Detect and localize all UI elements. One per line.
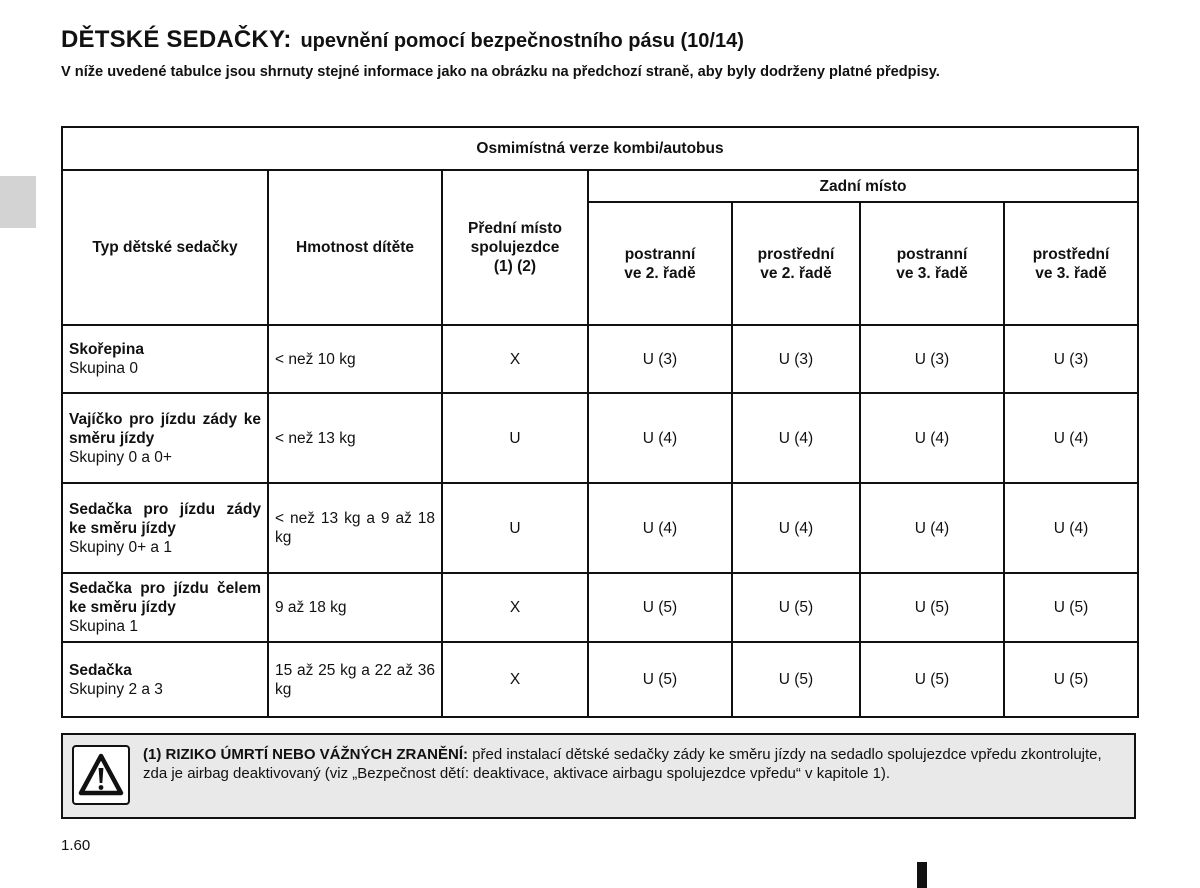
rear-seat-cell: U (4): [1004, 393, 1138, 483]
header-rear-middle-row3: [1004, 202, 1138, 325]
warning-body: před instalací dětské sedačky zády ke směru jízdy na sedadlo spolujezdce vpředu zkontrolujte, zda je airbag deaktivovaný (viz „Bezpečnost dětí: deaktivace, aktivace airbagu spolujezdce vpředu“ v kapitole 1).: [143, 746, 1102, 782]
rear-seat-cell: U (4): [732, 393, 860, 483]
rear-seat-cell: U (5): [588, 642, 732, 717]
header-child-weight: Hmotnost dítěte: [268, 170, 442, 325]
warning-text: [143, 745, 1128, 783]
seat-type-name: Sedačka: [69, 661, 132, 679]
header-rear-middle-row2: [732, 202, 860, 325]
header-line: prostřední: [757, 245, 835, 263]
header-line: postranní: [624, 245, 696, 263]
seat-type-cell: [62, 325, 268, 393]
child-seat-table: [61, 126, 1139, 718]
header-front-seat: [442, 170, 588, 325]
seat-type-group: Skupiny 0 a 0+: [69, 448, 172, 466]
front-seat-cell: U: [442, 393, 588, 483]
seat-type-cell: [62, 573, 268, 642]
rear-seat-cell: U (4): [1004, 483, 1138, 573]
weight-cell: 9 až 18 kg: [268, 573, 442, 642]
weight-cell: < než 13 kg a 9 až 18 kg: [268, 483, 442, 573]
rear-seat-cell: U (5): [860, 573, 1004, 642]
title-subtitle: upevnění pomocí bezpečnostního pásu (10/14): [300, 30, 744, 52]
header-rear-seat: Zadní místo: [588, 170, 1138, 202]
front-seat-cell: U: [442, 483, 588, 573]
rear-seat-cell: U (4): [732, 483, 860, 573]
header-line: ve 3. řadě: [896, 264, 968, 282]
weight-cell: < než 10 kg: [268, 325, 442, 393]
front-seat-cell: X: [442, 642, 588, 717]
header-seat-type: Typ dětské sedačky: [62, 170, 268, 325]
table-row: [62, 483, 1138, 573]
front-seat-cell: X: [442, 573, 588, 642]
seat-type-name: Vajíčko pro jízdu zády ke směru jízdy: [69, 410, 261, 447]
rear-seat-cell: U (5): [732, 573, 860, 642]
header-line: ve 2. řadě: [760, 264, 832, 282]
seat-type-name: Sedačka pro jízdu čelem ke směru jízdy: [69, 580, 261, 616]
table-caption: Osmimístná verze kombi/autobus: [62, 127, 1138, 170]
header-line: ve 2. řadě: [624, 264, 696, 282]
rear-seat-cell: U (4): [588, 483, 732, 573]
seat-type-cell: [62, 393, 268, 483]
table-row: [62, 573, 1138, 642]
table-row: [62, 325, 1138, 393]
seat-type-group: Skupiny 2 a 3: [69, 680, 163, 698]
table-row: [62, 642, 1138, 717]
intro-paragraph: V níže uvedené tabulce jsou shrnuty stejné informace jako na obrázku na předchozí straně, aby byly dodrženy platné předpisy.: [61, 64, 940, 80]
seat-type-cell: [62, 483, 268, 573]
seat-type-cell: [62, 642, 268, 717]
title-main: DĚTSKÉ SEDAČKY:: [61, 26, 292, 53]
header-front-line: spolujezdce: [470, 239, 560, 256]
chapter-side-tab: [0, 176, 36, 228]
header-front-line: Přední místo: [468, 220, 562, 237]
page-title: [61, 18, 744, 55]
page-number: 1.60: [61, 837, 91, 854]
rear-seat-cell: U (4): [860, 393, 1004, 483]
seat-type-group: Skupiny 0+ a 1: [69, 538, 172, 556]
rear-seat-cell: U (3): [860, 325, 1004, 393]
rear-seat-cell: U (3): [732, 325, 860, 393]
header-line: postranní: [896, 245, 968, 263]
header-front-line: (1) (2): [493, 258, 537, 275]
rear-seat-cell: U (5): [860, 642, 1004, 717]
corner-mark: [917, 862, 927, 888]
header-line: ve 3. řadě: [1035, 264, 1107, 282]
rear-seat-cell: U (5): [588, 573, 732, 642]
rear-seat-cell: U (3): [1004, 325, 1138, 393]
weight-cell: < než 13 kg: [268, 393, 442, 483]
table-row: [62, 393, 1138, 483]
seat-type-group: Skupina 0: [69, 360, 138, 377]
rear-seat-cell: U (3): [588, 325, 732, 393]
warning-triangle-icon: [72, 745, 130, 805]
header-line: prostřední: [1032, 245, 1110, 263]
header-rear-outer-row2: [588, 202, 732, 325]
front-seat-cell: X: [442, 325, 588, 393]
rear-seat-cell: U (5): [1004, 573, 1138, 642]
rear-seat-cell: U (5): [732, 642, 860, 717]
rear-seat-cell: U (4): [588, 393, 732, 483]
rear-seat-cell: U (4): [860, 483, 1004, 573]
seat-type-name: Skořepina: [69, 341, 144, 358]
seat-type-group: Skupina 1: [69, 618, 138, 635]
seat-type-name: Sedačka pro jízdu zády ke směru jízdy: [69, 500, 261, 537]
warning-box: [61, 733, 1136, 819]
header-rear-outer-row3: [860, 202, 1004, 325]
warning-heading: (1) RIZIKO ÚMRTÍ NEBO VÁŽNÝCH ZRANĚNÍ:: [143, 746, 468, 763]
rear-seat-cell: U (5): [1004, 642, 1138, 717]
weight-cell: 15 až 25 kg a 22 až 36 kg: [268, 642, 442, 717]
